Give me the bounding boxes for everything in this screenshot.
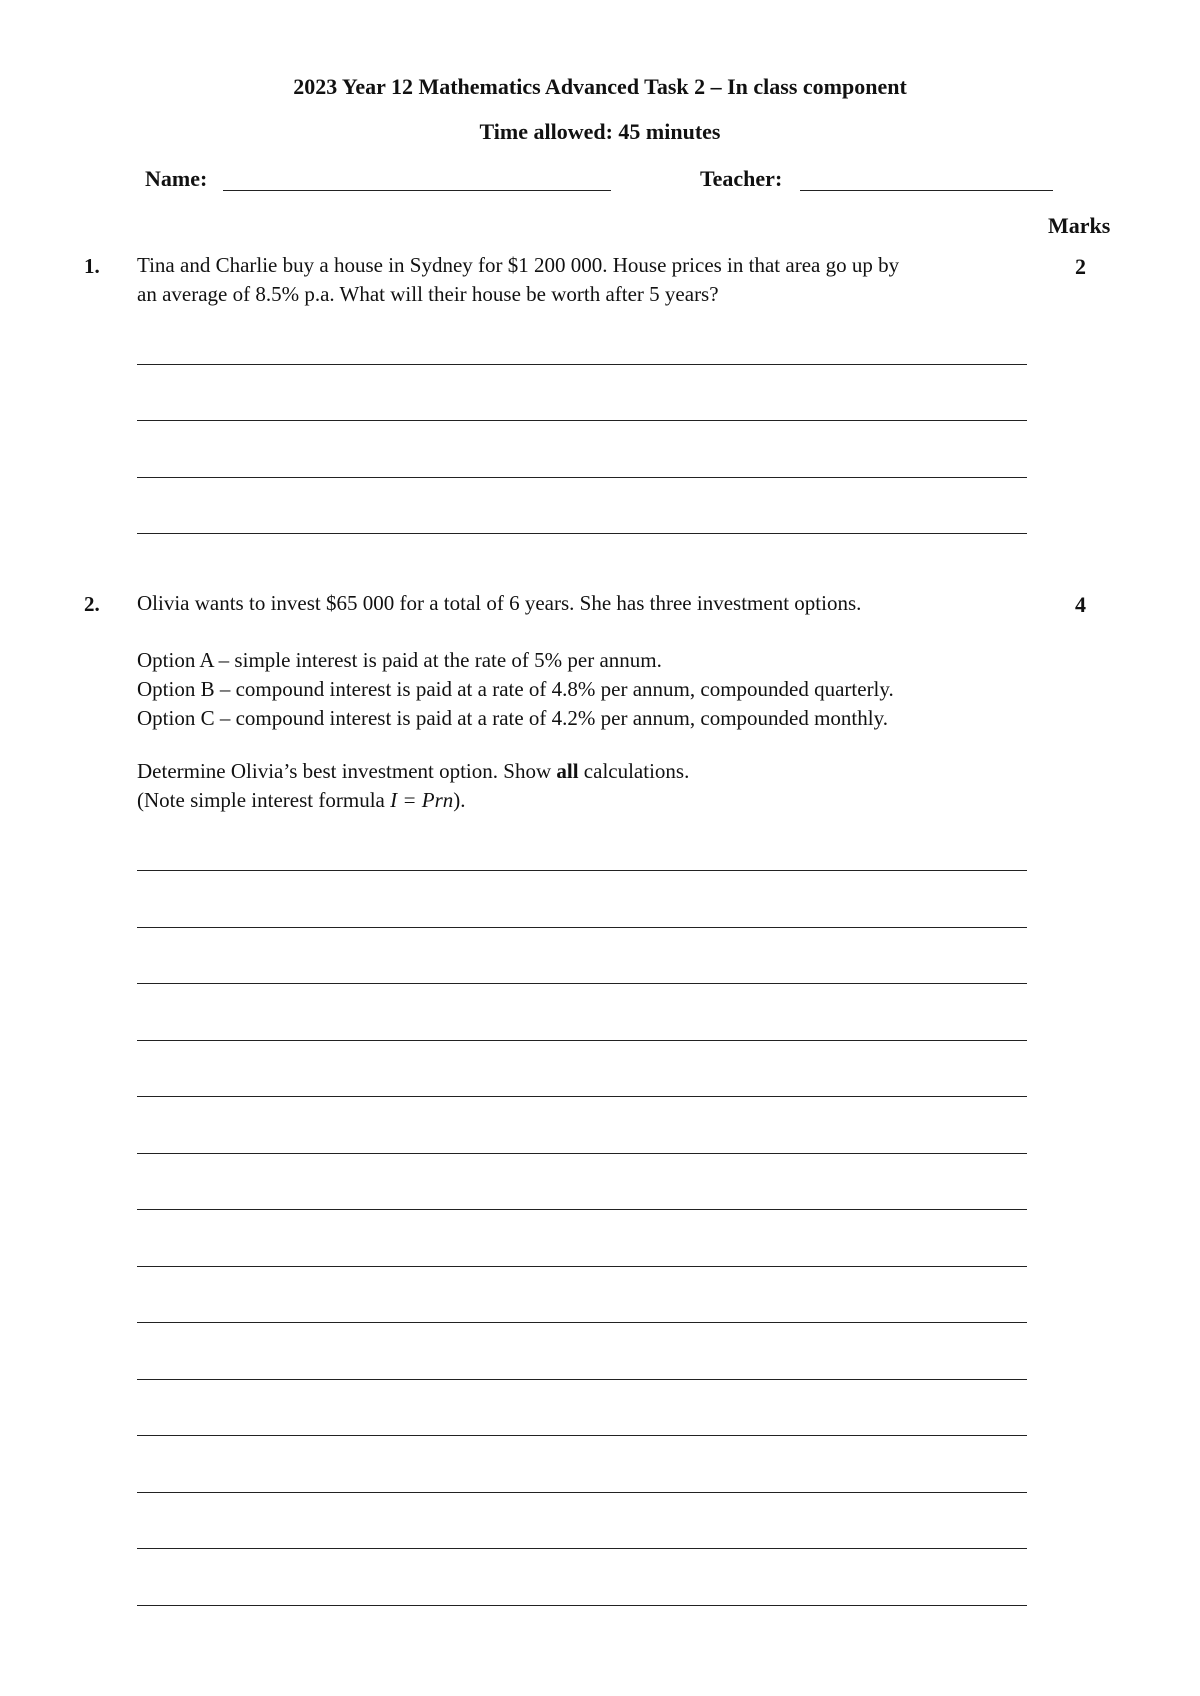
simple-interest-formula: I = Prn [390, 788, 454, 812]
answer-line[interactable] [137, 870, 1027, 871]
answer-line[interactable] [137, 983, 1027, 984]
instruction-text: Determine Olivia’s best investment option. Show [137, 759, 557, 783]
teacher-field[interactable] [800, 190, 1053, 191]
option-a-text: Option A – simple interest is paid at the rate of 5% per annum. [137, 648, 662, 672]
answer-line[interactable] [137, 364, 1027, 365]
note-line [137, 786, 1027, 815]
instruction-line [137, 757, 1027, 786]
question-1-marks: 2 [1075, 254, 1086, 279]
answer-line[interactable] [137, 1266, 1027, 1267]
option-c-text: Option C – compound interest is paid at a rate of 4.2% per annum, compounded monthly. [137, 706, 888, 730]
question-2-marks: 4 [1075, 592, 1086, 617]
name-field[interactable] [223, 190, 611, 191]
answer-line[interactable] [137, 1096, 1027, 1097]
instruction-text-end: calculations. [578, 759, 690, 783]
question-2-options [137, 646, 1027, 733]
answer-line[interactable] [137, 1209, 1027, 1210]
answer-line[interactable] [137, 420, 1027, 421]
answer-line[interactable] [137, 477, 1027, 478]
name-label: Name: [145, 166, 208, 191]
page-title: 2023 Year 12 Mathematics Advanced Task 2 – In class component [293, 74, 907, 99]
answer-line[interactable] [137, 1040, 1027, 1041]
answer-line[interactable] [137, 1605, 1027, 1606]
question-1-number: 1. [84, 254, 100, 278]
question-1-line-2: an average of 8.5% p.a. What will their house be worth after 5 years? [137, 282, 719, 306]
note-text-end: ). [453, 788, 466, 812]
answer-line[interactable] [137, 1153, 1027, 1154]
question-2-instructions [137, 757, 1027, 815]
marks-column-header: Marks [1048, 213, 1111, 238]
question-2-intro: Olivia wants to invest $65 000 for a total of 6 years. She has three investment options. [137, 591, 862, 615]
answer-line[interactable] [137, 927, 1027, 928]
question-1-text [137, 251, 1027, 309]
option-b-text: Option B – compound interest is paid at a rate of 4.8% per annum, compounded quarterly. [137, 677, 894, 701]
answer-line[interactable] [137, 1435, 1027, 1436]
note-text: (Note simple interest formula [137, 788, 391, 812]
answer-line[interactable] [137, 1322, 1027, 1323]
teacher-label: Teacher: [700, 166, 783, 191]
time-allowed: Time allowed: 45 minutes [479, 119, 721, 144]
answer-line[interactable] [137, 1548, 1027, 1549]
answer-line[interactable] [137, 1379, 1027, 1380]
question-2-number: 2. [84, 592, 100, 616]
instruction-emphasis: all [556, 759, 579, 783]
answer-line[interactable] [137, 533, 1027, 534]
question-1-line-1: Tina and Charlie buy a house in Sydney for $1 200 000. House prices in that area go up by [137, 253, 900, 277]
answer-line[interactable] [137, 1492, 1027, 1493]
